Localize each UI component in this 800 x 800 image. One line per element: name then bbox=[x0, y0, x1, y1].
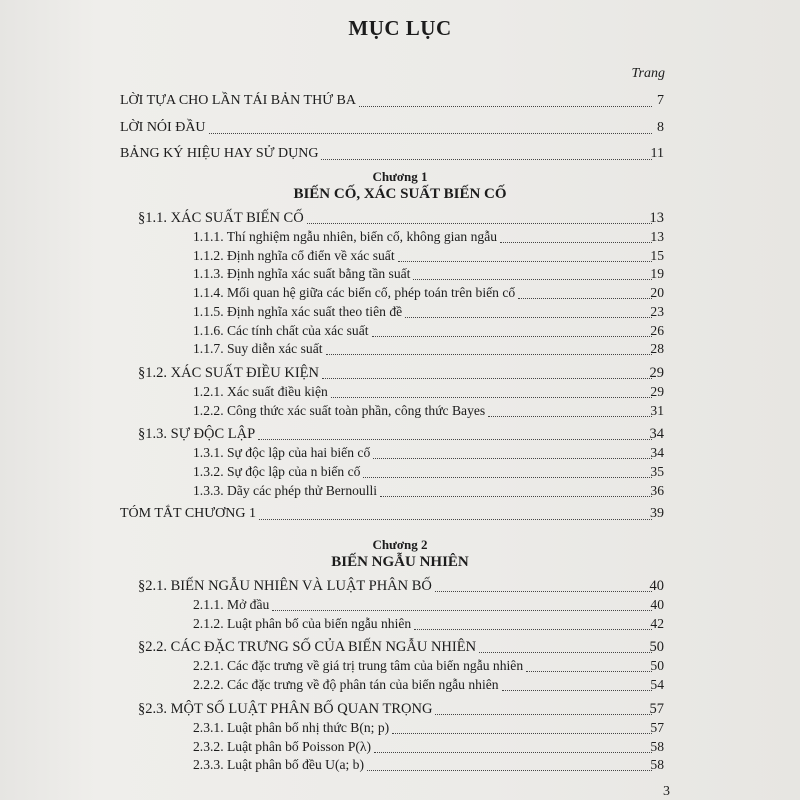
toc-entry bbox=[0, 505, 800, 523]
dot-leader bbox=[374, 734, 652, 753]
toc-subentry bbox=[0, 247, 800, 265]
entry-page: 29 bbox=[649, 364, 664, 381]
entry-page: 23 bbox=[650, 303, 664, 319]
toc-subentry bbox=[0, 340, 800, 358]
dot-leader bbox=[331, 379, 652, 398]
entry-label: 1.3.2. Sự độc lập của n biến cố bbox=[193, 464, 361, 479]
chapter-title: BIẾN NGẪU NHIÊN bbox=[331, 554, 469, 570]
entry-page: 11 bbox=[650, 146, 664, 161]
entry-label: 2.3.2. Luật phân bố Poisson P(λ) bbox=[193, 738, 372, 754]
dot-leader bbox=[259, 501, 652, 520]
dot-leader bbox=[363, 459, 652, 478]
toc-entry bbox=[0, 209, 800, 227]
dot-leader bbox=[500, 224, 652, 243]
entry-label: 1.2.1. Xác suất điều kiện bbox=[193, 383, 328, 399]
entry-page: 31 bbox=[650, 402, 664, 418]
entry-page: 39 bbox=[650, 506, 664, 522]
entry-label: §2.1. BIẾN NGẪU NHIÊN VÀ LUẬT PHÂN BỐ bbox=[138, 578, 432, 594]
dot-leader bbox=[414, 611, 652, 630]
dot-leader bbox=[209, 115, 652, 134]
entry-label: 1.1.3. Định nghĩa xác suất bằng tần suất bbox=[193, 266, 411, 282]
toc-entry bbox=[0, 638, 800, 656]
entry-page: 28 bbox=[650, 341, 664, 357]
dot-leader bbox=[258, 421, 652, 440]
dot-leader bbox=[405, 299, 652, 318]
dot-leader bbox=[326, 336, 652, 355]
entry-label: 1.1.2. Định nghĩa cổ điển về xác suất bbox=[193, 247, 395, 263]
entry-page: 50 bbox=[650, 658, 664, 674]
dot-leader bbox=[380, 478, 652, 497]
entry-page: 57 bbox=[649, 700, 664, 717]
entry-label: 1.1.5. Định nghĩa xác suất theo tiên đề bbox=[193, 303, 403, 319]
dot-leader bbox=[272, 592, 652, 611]
dot-leader bbox=[398, 243, 652, 262]
dot-leader bbox=[372, 318, 652, 337]
entry-page: 35 bbox=[650, 464, 664, 479]
entry-label: 1.1.6. Các tính chất của xác suất bbox=[193, 322, 369, 338]
entry-label: 2.3.1. Luật phân bố nhị thức B(n; p) bbox=[193, 719, 390, 735]
toc-subentry bbox=[0, 383, 800, 401]
entry-page: 40 bbox=[650, 597, 664, 612]
entry-page: 13 bbox=[650, 229, 664, 244]
dot-leader bbox=[321, 141, 652, 160]
entry-page: 40 bbox=[649, 578, 664, 594]
entry-page: 29 bbox=[650, 383, 664, 399]
entry-page: 34 bbox=[649, 426, 664, 443]
entry-label: TÓM TẮT CHƯƠNG 1 bbox=[120, 506, 256, 522]
dot-leader bbox=[359, 88, 652, 107]
entry-page: 36 bbox=[650, 482, 664, 498]
entry-label: 2.3.3. Luật phân bố đều U(a; b) bbox=[193, 757, 365, 773]
toc-subentry bbox=[0, 284, 800, 302]
entry-label: 1.3.3. Dãy các phép thử Bernoulli bbox=[193, 482, 378, 498]
entry-page: 20 bbox=[650, 285, 664, 301]
entry-label: 2.2.1. Các đặc trưng về giá trị trung tâm của biến ngẫu nhiên bbox=[193, 658, 524, 674]
toc-subentry bbox=[0, 756, 800, 774]
page-title: MỤC LỤC bbox=[348, 16, 452, 40]
dot-leader bbox=[392, 715, 652, 734]
toc-subentry bbox=[0, 615, 800, 633]
entry-page: 50 bbox=[649, 639, 664, 656]
entry-page: 58 bbox=[650, 738, 664, 754]
entry-page: 57 bbox=[650, 719, 664, 735]
dot-leader bbox=[518, 280, 652, 299]
entry-page: 26 bbox=[650, 322, 664, 338]
toc-subentry bbox=[0, 596, 800, 614]
toc-subentry bbox=[0, 402, 800, 420]
entry-label: 1.2.2. Công thức xác suất toàn phần, công thức Bayes bbox=[193, 402, 486, 418]
entry-label: 1.1.4. Mối quan hệ giữa các biến cố, phép toán trên biến cố bbox=[193, 285, 516, 301]
page-number: 3 bbox=[663, 784, 670, 799]
chapter-label: Chương 2 bbox=[372, 537, 428, 552]
page-column-label: Trang bbox=[631, 66, 665, 81]
dot-leader bbox=[479, 634, 652, 653]
entry-label: 2.2.2. Các đặc trưng về độ phân tán của biến ngẫu nhiên bbox=[193, 677, 499, 693]
entry-label: BẢNG KÝ HIỆU HAY SỬ DỤNG bbox=[120, 146, 319, 161]
entry-page: 42 bbox=[650, 615, 664, 631]
dot-leader bbox=[373, 440, 652, 459]
chapter-title: BIẾN CỐ, XÁC SUẤT BIẾN CỐ bbox=[293, 186, 507, 202]
toc-subentry bbox=[0, 265, 800, 283]
dot-leader bbox=[435, 696, 652, 715]
toc-entry bbox=[0, 145, 800, 163]
toc-subentry bbox=[0, 676, 800, 694]
entry-page: 15 bbox=[650, 247, 664, 263]
entry-label: §2.2. CÁC ĐẶC TRƯNG SỐ CỦA BIẾN NGẪU NHIÊN bbox=[138, 639, 477, 656]
dot-leader bbox=[367, 752, 652, 771]
entry-label: LỜI TỰA CHO LẦN TÁI BẢN THỨ BA bbox=[120, 93, 357, 108]
dot-leader bbox=[488, 398, 652, 417]
entry-label: 1.3.1. Sự độc lập của hai biến cố bbox=[193, 445, 371, 461]
entry-page: 58 bbox=[650, 757, 664, 773]
entry-label: 2.1.1. Mở đầu bbox=[193, 597, 270, 612]
entry-label: §2.3. MỘT SỐ LUẬT PHÂN BỐ QUAN TRỌNG bbox=[138, 700, 433, 717]
entry-page: 54 bbox=[650, 677, 664, 693]
entry-label: 1.1.1. Thí nghiệm ngẫu nhiên, biến cố, không gian ngẫu bbox=[193, 229, 498, 244]
entry-label: §1.3. SỰ ĐỘC LẬP bbox=[138, 426, 256, 443]
dot-leader bbox=[322, 360, 652, 379]
entry-label: §1.2. XÁC SUẤT ĐIỀU KIỆN bbox=[138, 364, 319, 381]
dot-leader bbox=[502, 672, 652, 691]
toc-entry bbox=[0, 119, 800, 137]
dot-leader bbox=[413, 261, 652, 280]
entry-label: 1.1.7. Suy diễn xác suất bbox=[193, 341, 323, 357]
entry-label: §1.1. XÁC SUẤT BIẾN CỐ bbox=[138, 210, 304, 226]
toc-subentry bbox=[0, 657, 800, 675]
entry-page: 34 bbox=[650, 445, 664, 461]
entry-page: 7 bbox=[657, 93, 664, 108]
dot-leader bbox=[435, 573, 652, 592]
entry-page: 13 bbox=[649, 210, 664, 226]
entry-page: 19 bbox=[650, 266, 664, 282]
dot-leader bbox=[526, 653, 652, 672]
chapter-label: Chương 1 bbox=[372, 169, 428, 184]
entry-label: LỜI NÓI ĐẦU bbox=[120, 119, 206, 135]
entry-page: 8 bbox=[657, 119, 664, 135]
dot-leader bbox=[307, 205, 652, 224]
entry-label: 2.1.2. Luật phân bố của biến ngẫu nhiên bbox=[193, 615, 412, 631]
toc-subentry bbox=[0, 482, 800, 500]
toc-entry bbox=[0, 92, 800, 110]
